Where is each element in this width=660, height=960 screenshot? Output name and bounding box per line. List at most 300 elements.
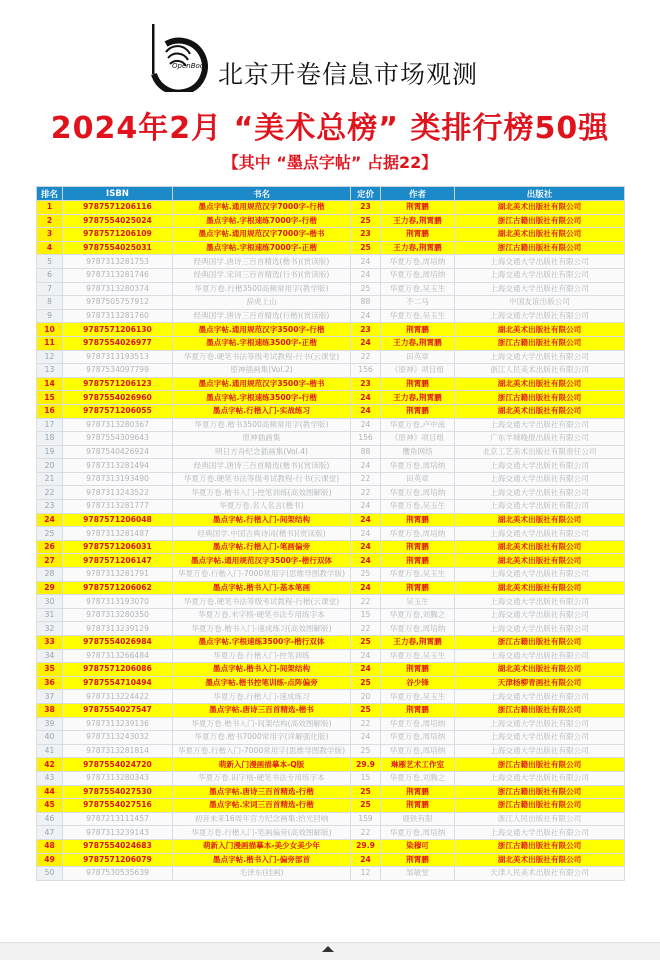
cell-book-title: 墨点字帖.通用规范汉字3500字-楷书 [173,377,351,391]
table-row [37,527,625,541]
table-row [37,500,625,514]
cell-price: 29.9 [351,758,381,772]
cell-book-title: 经典国学.宋词三百首精选(行书)(赏读版) [173,268,351,282]
cell-book-title: 初音未来16周年官方纪念画集:拾光回响 [173,812,351,826]
cell-publisher: 浙江古籍出版社有限公司 [455,391,625,405]
cell-book-title: 萌新入门漫画描摹本-Q版 [173,758,351,772]
cell-author: 不二马 [381,296,455,310]
cell-isbn: 9787313281753 [63,255,173,269]
cell-book-title: 华夏万卷.硬笔书法等级考试教程-行书(云课堂) [173,472,351,486]
cell-rank: 31 [37,608,63,622]
cell-book-title: 经典国学.唐诗三百首精选(楷书)(赏读版) [173,459,351,473]
cell-price: 88 [351,445,381,459]
cell-publisher: 浙江古籍出版社有限公司 [455,241,625,255]
cell-author: 华夏万卷,吴玉生 [381,568,455,582]
ranking-table-container [36,186,624,881]
cell-rank: 4 [37,241,63,255]
cell-book-title: 墨点字帖.唐诗三百首精选-楷书 [173,703,351,717]
cell-isbn: 9787571206123 [63,377,173,391]
cell-price: 24 [351,404,381,418]
cell-price: 24 [351,663,381,677]
table-row [37,391,625,405]
cell-rank: 42 [37,758,63,772]
cell-publisher: 浙江古籍出版社有限公司 [455,758,625,772]
cell-isbn: 9787571206116 [63,201,173,215]
cell-rank: 12 [37,350,63,364]
cell-price: 24 [351,649,381,663]
table-row [37,459,625,473]
cell-price: 25 [351,703,381,717]
cell-rank: 22 [37,486,63,500]
cell-publisher: 浙江古籍出版社有限公司 [455,799,625,813]
cell-price: 156 [351,432,381,446]
table-row [37,241,625,255]
cell-author: 荆霄鹏 [381,513,455,527]
cell-price: 23 [351,201,381,215]
cell-publisher: 浙江古籍出版社有限公司 [455,214,625,228]
cell-book-title: 华夏万卷.硬笔书法等级考试教程-行楷(云课堂) [173,595,351,609]
cell-price: 24 [351,527,381,541]
cell-book-title: 墨点字帖.通用规范汉字7000字-楷书 [173,228,351,242]
cell-price: 88 [351,296,381,310]
cell-price: 25 [351,214,381,228]
cell-publisher: 湖北美术出版社有限公司 [455,554,625,568]
cell-author: 田英章 [381,350,455,364]
cell-author: 华夏万卷,周培纳 [381,731,455,745]
cell-publisher: 广东羊城晚报出版社有限公司 [455,432,625,446]
cell-publisher: 湖北美术出版社有限公司 [455,201,625,215]
cell-rank: 18 [37,432,63,446]
cell-book-title: 华夏万卷.楷书入门-控笔训练(高效图解版) [173,486,351,500]
cell-book-title: 墨点字帖.楷书控笔训练-点阵偏旁 [173,676,351,690]
cell-publisher: 上海交通大学出版社有限公司 [455,826,625,840]
cell-author: 谷少锋 [381,676,455,690]
cell-publisher: 浙江古籍出版社有限公司 [455,703,625,717]
table-row [37,472,625,486]
cell-publisher: 湖北美术出版社有限公司 [455,323,625,337]
cell-rank: 14 [37,377,63,391]
table-row [37,758,625,772]
col-header-publisher: 出版社 [455,187,625,201]
cell-author: 《原神》项目组 [381,364,455,378]
cell-publisher: 湖北美术出版社有限公司 [455,404,625,418]
logo-text: OpenBook [172,62,209,70]
cell-book-title: 墨点字帖.行楷入门-实战练习 [173,404,351,418]
brand-title: 北京开卷信息市场观测 [218,60,479,89]
table-row [37,649,625,663]
cell-rank: 26 [37,540,63,554]
cell-rank: 27 [37,554,63,568]
cell-price: 23 [351,323,381,337]
cell-publisher: 上海交通大学出版社有限公司 [455,717,625,731]
cell-author: 王力春,荆霄鹏 [381,241,455,255]
cell-author: 华夏万卷,吴玉生 [381,649,455,663]
cell-publisher: 上海交通大学出版社有限公司 [455,744,625,758]
table-row [37,214,625,228]
cell-author: 华夏万卷,周培纳 [381,717,455,731]
table-row [37,228,625,242]
cell-price: 23 [351,228,381,242]
table-row [37,323,625,337]
cell-book-title: 华夏万卷.米字格-硬笔书法专用练字本 [173,608,351,622]
cell-rank: 37 [37,690,63,704]
cell-author: 荆霄鹏 [381,201,455,215]
cell-book-title: 华夏万卷.行楷入门-7000常用字(思维导图教学版) [173,568,351,582]
cell-rank: 48 [37,839,63,853]
table-body [37,201,625,881]
cell-publisher: 上海交通大学出版社有限公司 [455,608,625,622]
cell-author: 华夏万卷,周培纳 [381,527,455,541]
cell-publisher: 上海交通大学出版社有限公司 [455,622,625,636]
cell-price: 24 [351,554,381,568]
cell-rank: 3 [37,228,63,242]
cell-isbn: 9787571206130 [63,323,173,337]
cell-isbn: 9787554026984 [63,636,173,650]
col-header-rank: 排名 [37,187,63,201]
cell-rank: 33 [37,636,63,650]
cell-publisher: 浙江人民美术出版社有限公司 [455,364,625,378]
cell-isbn: 9787313243032 [63,731,173,745]
cell-rank: 20 [37,459,63,473]
table-row [37,744,625,758]
cell-author: 华夏万卷,吴玉生 [381,282,455,296]
table-row [37,826,625,840]
col-header-price: 定价 [351,187,381,201]
cell-book-title: 华夏万卷.楷书入门-间架结构(高效图解版) [173,717,351,731]
cell-book-title: 明日方舟纪念插画集(Vol.4) [173,445,351,459]
cell-author: 荆霄鹏 [381,799,455,813]
cell-isbn: 9787554027530 [63,785,173,799]
cell-book-title: 辞虎上山 [173,296,351,310]
cell-isbn: 9787530535639 [63,867,173,881]
cell-isbn: 9787540426924 [63,445,173,459]
table-row [37,432,625,446]
cell-publisher: 上海交通大学出版社有限公司 [455,527,625,541]
cell-author: 荆霄鹏 [381,703,455,717]
cell-price: 24 [351,731,381,745]
cell-price: 159 [351,812,381,826]
cell-author: 华夏万卷,周培纳 [381,268,455,282]
table-row [37,690,625,704]
cell-rank: 41 [37,744,63,758]
cell-price: 15 [351,608,381,622]
col-header-title: 书名 [173,187,351,201]
cell-isbn: 9787571206031 [63,540,173,554]
cell-author: 荆霄鹏 [381,323,455,337]
cell-isbn: 9787571206109 [63,228,173,242]
cell-price: 22 [351,622,381,636]
cell-isbn: 9787554026960 [63,391,173,405]
table-row [37,812,625,826]
cell-isbn: 9787554026977 [63,336,173,350]
cell-author: 染穆可 [381,839,455,853]
cell-author: 王力春,荆霄鹏 [381,336,455,350]
table-row [37,785,625,799]
cell-publisher: 湖北美术出版社有限公司 [455,513,625,527]
cell-book-title: 萌新入门漫画描摹本-美少女美少年 [173,839,351,853]
cell-isbn: 9787313281494 [63,459,173,473]
cell-isbn: 9787313239136 [63,717,173,731]
cell-book-title: 原神插画集 [173,432,351,446]
table-row [37,717,625,731]
cell-price: 24 [351,513,381,527]
cell-isbn: 9787313193513 [63,350,173,364]
cell-isbn: 9787571206048 [63,513,173,527]
table-row [37,309,625,323]
cell-isbn: 9787554025031 [63,241,173,255]
cell-rank: 23 [37,500,63,514]
cell-book-title: 墨点字帖.字根速练7000字-正楷 [173,241,351,255]
cell-isbn: 9787313239129 [63,622,173,636]
cell-rank: 44 [37,785,63,799]
table-row [37,296,625,310]
cell-isbn: 9787554025024 [63,214,173,228]
cell-author: 荆霄鹏 [381,663,455,677]
cell-book-title: 墨点字帖.字根速练3500字-正楷 [173,336,351,350]
cell-publisher: 湖北美术出版社有限公司 [455,663,625,677]
cell-book-title: 华夏万卷.行楷入门-7000常用字(思维导图教学版) [173,744,351,758]
cell-book-title: 华夏万卷.行楷入门-笔画偏旁(高效图解版) [173,826,351,840]
cell-rank: 40 [37,731,63,745]
cell-rank: 35 [37,663,63,677]
cell-publisher: 上海交通大学出版社有限公司 [455,268,625,282]
cell-rank: 46 [37,812,63,826]
cell-isbn: 9787554027547 [63,703,173,717]
cell-isbn: 9787505757912 [63,296,173,310]
cell-isbn: 9787313281791 [63,568,173,582]
table-row [37,336,625,350]
cell-isbn: 9787313193490 [63,472,173,486]
col-header-isbn: ISBN [63,187,173,201]
cell-price: 156 [351,364,381,378]
cell-isbn: 9787313266484 [63,649,173,663]
cell-book-title: 墨点字帖.字根速练3500字-行楷 [173,391,351,405]
cell-author: 王力春,荆霄鹏 [381,391,455,405]
cell-publisher: 天津杨柳青画社有限公司 [455,676,625,690]
cell-price: 23 [351,377,381,391]
cell-rank: 10 [37,323,63,337]
cell-price: 24 [351,309,381,323]
openbook-logo [146,22,218,92]
cell-author: 华夏万卷,刘腾之 [381,771,455,785]
cell-book-title: 墨点字帖.通用规范汉字7000字-行楷 [173,201,351,215]
cell-rank: 24 [37,513,63,527]
cell-author: 《原神》项目组 [381,432,455,446]
cell-book-title: 华夏万卷.楷书入门-速成练习(高效图解版) [173,622,351,636]
cell-book-title: 华夏万卷.田字格-硬笔书法专用练字本 [173,771,351,785]
cell-publisher: 上海交通大学出版社有限公司 [455,486,625,500]
cell-price: 22 [351,350,381,364]
cell-book-title: 经典国学.唐诗三百首精选(楷书)(赏读版) [173,255,351,269]
cell-publisher: 上海交通大学出版社有限公司 [455,418,625,432]
cell-author: 华夏万卷,周培纳 [381,255,455,269]
cell-book-title: 华夏万卷.行楷入门-速成练习 [173,690,351,704]
table-row [37,663,625,677]
cell-publisher: 上海交通大学出版社有限公司 [455,500,625,514]
table-row [37,839,625,853]
cell-isbn: 9787313280367 [63,418,173,432]
cell-publisher: 天津人民美术出版社有限公司 [455,867,625,881]
table-row [37,255,625,269]
cell-rank: 50 [37,867,63,881]
table-row [37,540,625,554]
cell-book-title: 墨点字帖.楷书入门-基本笔画 [173,581,351,595]
cell-rank: 29 [37,581,63,595]
cell-price: 25 [351,785,381,799]
cell-publisher: 湖北美术出版社有限公司 [455,540,625,554]
cell-publisher: 上海交通大学出版社有限公司 [455,255,625,269]
cell-price: 25 [351,636,381,650]
cell-book-title: 华夏万卷.楷书7000常用字(详解强化版) [173,731,351,745]
cell-author: 华夏万卷,周培纳 [381,459,455,473]
cell-publisher: 上海交通大学出版社有限公司 [455,350,625,364]
table-row [37,636,625,650]
cell-price: 24 [351,540,381,554]
cell-author: 华夏万卷,卢中南 [381,418,455,432]
cell-isbn: 9787313281760 [63,309,173,323]
cell-publisher: 浙江古籍出版社有限公司 [455,336,625,350]
table-header-row [37,187,625,201]
cell-price: 24 [351,500,381,514]
cell-price: 24 [351,853,381,867]
cell-author: 华夏万卷,吴玉生 [381,309,455,323]
cell-publisher: 上海交通大学出版社有限公司 [455,459,625,473]
cell-price: 24 [351,391,381,405]
cell-author: 田英章 [381,472,455,486]
table-row [37,853,625,867]
cell-isbn: 9787313280343 [63,771,173,785]
cell-book-title: 墨点字帖.通用规范汉字3500字-楷行双体 [173,554,351,568]
cell-rank: 5 [37,255,63,269]
cell-rank: 30 [37,595,63,609]
cell-isbn: 9787554024720 [63,758,173,772]
cell-publisher: 上海交通大学出版社有限公司 [455,771,625,785]
cell-book-title: 华夏万卷.楷书3500高频常用字(教学版) [173,418,351,432]
cell-rank: 7 [37,282,63,296]
cell-rank: 36 [37,676,63,690]
table-row [37,867,625,881]
expand-up-icon[interactable] [322,946,334,952]
cell-publisher: 浙江古籍出版社有限公司 [455,785,625,799]
cell-publisher: 上海交通大学出版社有限公司 [455,472,625,486]
cell-rank: 39 [37,717,63,731]
cell-publisher: 中国友谊出版公司 [455,296,625,310]
cell-isbn: 9787534097799 [63,364,173,378]
cell-publisher: 北京工艺美术出版社有限责任公司 [455,445,625,459]
cell-price: 22 [351,717,381,731]
cell-book-title: 经典国学.中国古典诗词(楷书)(赏读版) [173,527,351,541]
cell-rank: 49 [37,853,63,867]
cell-author: 鹿铁有限 [381,812,455,826]
cell-rank: 21 [37,472,63,486]
cell-publisher: 上海交通大学出版社有限公司 [455,649,625,663]
cell-price: 24 [351,581,381,595]
cell-publisher: 湖北美术出版社有限公司 [455,377,625,391]
cell-price: 24 [351,418,381,432]
cell-book-title: 墨点字帖.通用规范汉字3500字-行楷 [173,323,351,337]
table-row [37,268,625,282]
cell-price: 24 [351,459,381,473]
cell-price: 25 [351,568,381,582]
cell-rank: 32 [37,622,63,636]
cell-price: 25 [351,676,381,690]
cell-isbn: 9787571206062 [63,581,173,595]
table-row [37,364,625,378]
cell-author: 荆霄鹏 [381,785,455,799]
cell-book-title: 华夏万卷.名人名言(楷书) [173,500,351,514]
cell-publisher: 浙江人民出版社有限公司 [455,812,625,826]
cell-isbn: 9787313239143 [63,826,173,840]
cell-isbn: 9787313193070 [63,595,173,609]
cell-author: 荆霄鹏 [381,404,455,418]
table-row [37,771,625,785]
table-row [37,676,625,690]
cell-book-title: 墨点字帖.字根速练7000字-行楷 [173,214,351,228]
cell-book-title: 华夏万卷.行楷3500高频常用字(教学版) [173,282,351,296]
cell-author: 荆霄鹏 [381,540,455,554]
cell-isbn: 9787571206079 [63,853,173,867]
cell-price: 22 [351,826,381,840]
cell-rank: 9 [37,309,63,323]
cell-price: 25 [351,744,381,758]
col-header-author: 作者 [381,187,455,201]
table-row [37,622,625,636]
cell-publisher: 上海交通大学出版社有限公司 [455,731,625,745]
cell-price: 25 [351,799,381,813]
table-row [37,201,625,215]
cell-rank: 38 [37,703,63,717]
cell-price: 24 [351,336,381,350]
cell-author: 华夏万卷,周培纳 [381,744,455,758]
cell-author: 华夏万卷,吴玉生 [381,690,455,704]
cell-author: 华夏万卷,刘腾之 [381,608,455,622]
table-row [37,799,625,813]
cell-isbn: 9787554024683 [63,839,173,853]
cell-rank: 43 [37,771,63,785]
cell-rank: 34 [37,649,63,663]
cell-isbn: 9787313280374 [63,282,173,296]
cell-rank: 15 [37,391,63,405]
cell-rank: 25 [37,527,63,541]
cell-publisher: 湖北美术出版社有限公司 [455,581,625,595]
cell-rank: 2 [37,214,63,228]
cell-book-title: 经典国学.唐诗三百首精选(行楷)(赏读版) [173,309,351,323]
table-row [37,595,625,609]
cell-author: 王力春,荆霄鹏 [381,636,455,650]
table-row [37,513,625,527]
table-row [37,486,625,500]
cell-book-title: 墨点字帖.楷书入门-间架结构 [173,663,351,677]
cell-isbn: 9787554710494 [63,676,173,690]
cell-price: 24 [351,268,381,282]
cell-isbn: 9787554309643 [63,432,173,446]
cell-author: 荆霄鹏 [381,554,455,568]
cell-isbn: 9787313243522 [63,486,173,500]
cell-author: 华夏万卷,周培纳 [381,486,455,500]
cell-isbn: 9787213111457 [63,812,173,826]
cell-price: 22 [351,472,381,486]
table-row [37,418,625,432]
table-row [37,350,625,364]
cell-rank: 45 [37,799,63,813]
cell-isbn: 9787571206086 [63,663,173,677]
table-row [37,282,625,296]
table-row [37,568,625,582]
table-row [37,554,625,568]
cell-rank: 8 [37,296,63,310]
cell-author: 荆霄鹏 [381,377,455,391]
cell-publisher: 上海交通大学出版社有限公司 [455,595,625,609]
